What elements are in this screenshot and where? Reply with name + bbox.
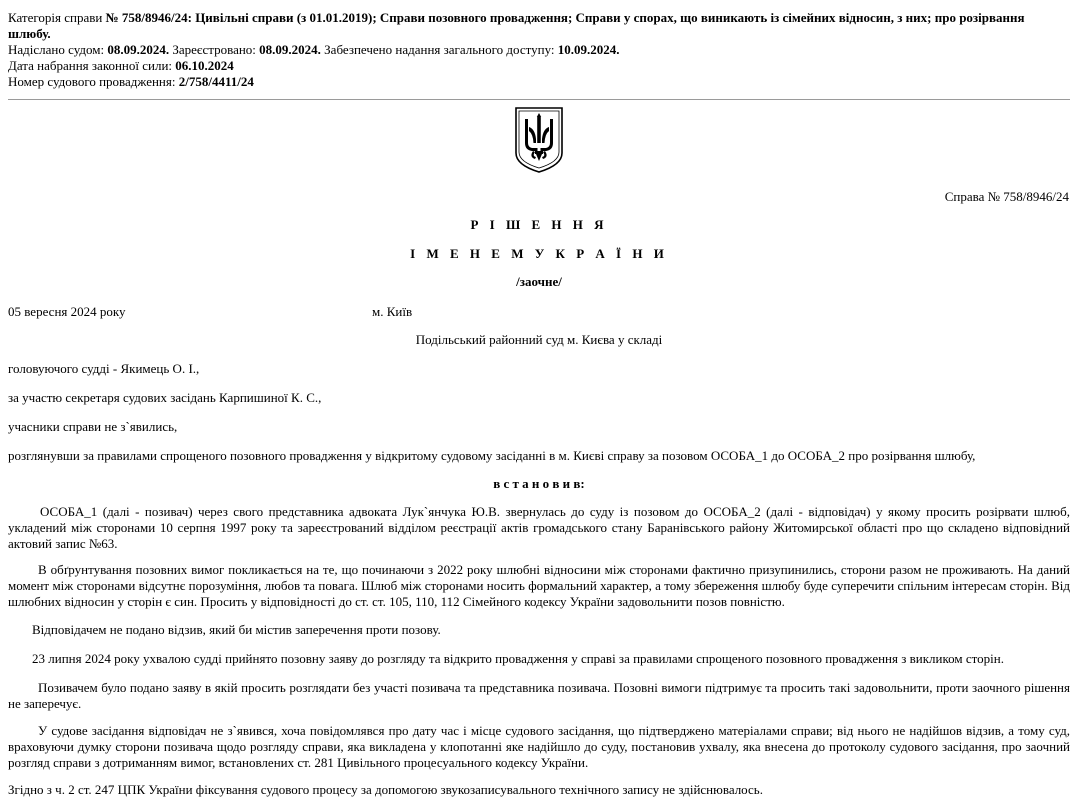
- case-metadata: [0, 0, 1078, 90]
- judge-line: головуючого судді - Якимець О. І.,: [8, 361, 200, 376]
- court-name: Подільський районний суд м. Києва у складі: [415, 332, 663, 347]
- paragraph-3: Відповідачем не подано відзив, який би містив заперечення проти позову.: [32, 622, 441, 637]
- force-date: 06.10.2024: [175, 58, 234, 73]
- paragraph-4: 23 липня 2024 року ухвалою судді прийнято позовну заяву до розгляду та відкрито провадження у справі за правилами спрощеного позовного провадження з викликом сторін.: [32, 651, 1004, 666]
- registered-date: 08.09.2024.: [259, 42, 321, 57]
- sent-date: 08.09.2024.: [107, 42, 170, 57]
- default-judgment-mark: /заочне/: [516, 274, 562, 289]
- case-number: Справа № 758/8946/24: [944, 189, 1069, 204]
- paragraph-5: Позивачем було подано заяву в якій просить розглядати без участі позивача та представника позивача. Позовні вимоги підтримує та просить такі задовольнити, проти заочного рішення не заперечує.: [8, 680, 1070, 711]
- dates-line: Надіслано судом: 08.09.2024. Зареєстровано: 08.09.2024. Забезпечено надання загального доступу: 10.09.2024.: [8, 42, 620, 57]
- proceeding-line: Номер судового провадження: 2/758/4411/24: [8, 74, 254, 89]
- paragraph-6: У судове засідання відповідач не з`явився, хоча повідомлявся про дату час і місце судового засідання, що підтверджено матеріалами справи; від нього не надійшов відзив, а тому суд, враховуючи думку сторони позивача щодо розгляду справи, яка викладена у клопотанні яке надійшло до суду, постановив ухвалу, яка внесена до протоколу судового засідання, про заочний розгляд справи з дотриманням вимог, встановлених ст. 281 Цивільного процесуального кодексу України.: [8, 723, 1070, 770]
- decision-subtitle: І М Е Н Е М У К Р А Ї Н И: [410, 246, 668, 261]
- decision-title: Р І Ш Е Н Н Я: [470, 217, 608, 232]
- paragraph-7: Згідно з ч. 2 ст. 247 ЦПК України фіксування судового процесу за допомогою звукозаписувального технічного запису не здійснювалось.: [8, 782, 763, 797]
- decision-city: м. Київ: [372, 304, 413, 319]
- secretary-line: за участю секретаря судових засідань Карпишиної К. С.,: [8, 390, 322, 405]
- trident-coat-of-arms-icon: [514, 107, 564, 173]
- category-value: № 758/8946/24: Цивільні справи (з 01.01.2019); Справи позовного провадження; Справи у спорах, що виникають із сімейних відносин, з них; про розірвання шлюбу.: [8, 10, 1025, 41]
- force-line: Дата набрання законної сили: 06.10.2024: [8, 58, 234, 73]
- paragraph-1: ОСОБА_1 (далі - позивач) через свого представника адвоката Лук`янчука Ю.В. звернулась до суду із позовом до ОСОБА_2 (далі - відповідач) у якому просить розірвати шлюб, укладений між сторонами 10 серпня 1997 року та зареєстрований відділом реєстрації актів громадського стану Баранівського району Житомирської області про що складено відповідний актовий запис №63.: [8, 504, 1070, 551]
- header-divider: [8, 99, 1070, 100]
- proceeding-number: 2/758/4411/24: [178, 74, 254, 89]
- considered-line: розглянувши за правилами спрощеного позовного провадження у відкритому судовому засіданні в м. Києві справу за позовом ОСОБА_1 до ОСОБА_2 про розірвання шлюбу,: [8, 448, 976, 463]
- category-line: Категорія справи № 758/8946/24: Цивільні справи (з 01.01.2019); Справи позовного провадження; Справи у спорах, що виникають із сімейних відносин, з них; про розірвання шлюбу.: [8, 10, 1025, 41]
- absent-line: учасники справи не з`явились,: [8, 419, 178, 434]
- access-date: 10.09.2024.: [557, 42, 620, 57]
- paragraph-2: В обґрунтування позовних вимог покликається на те, що починаючи з 2022 року шлюбні відносини між сторонами фактично призупинились, сторони разом не проживають. На даний момент між сторонами відсутнє порозуміння, любов та повага. Шлюб між сторонами носить формальний характер, а тому збереження шлюбу буде суперечити спільним інтересам сторін. Від шлюбних відносин у сторін є син. Просить у відповідності до ст. ст. 105, 110, 112 Сімейного кодексу України задовольнити позов повністю.: [8, 562, 1070, 609]
- established-heading: в с т а н о в и в:: [493, 476, 585, 491]
- decision-date: 05 вересня 2024 року: [8, 304, 126, 319]
